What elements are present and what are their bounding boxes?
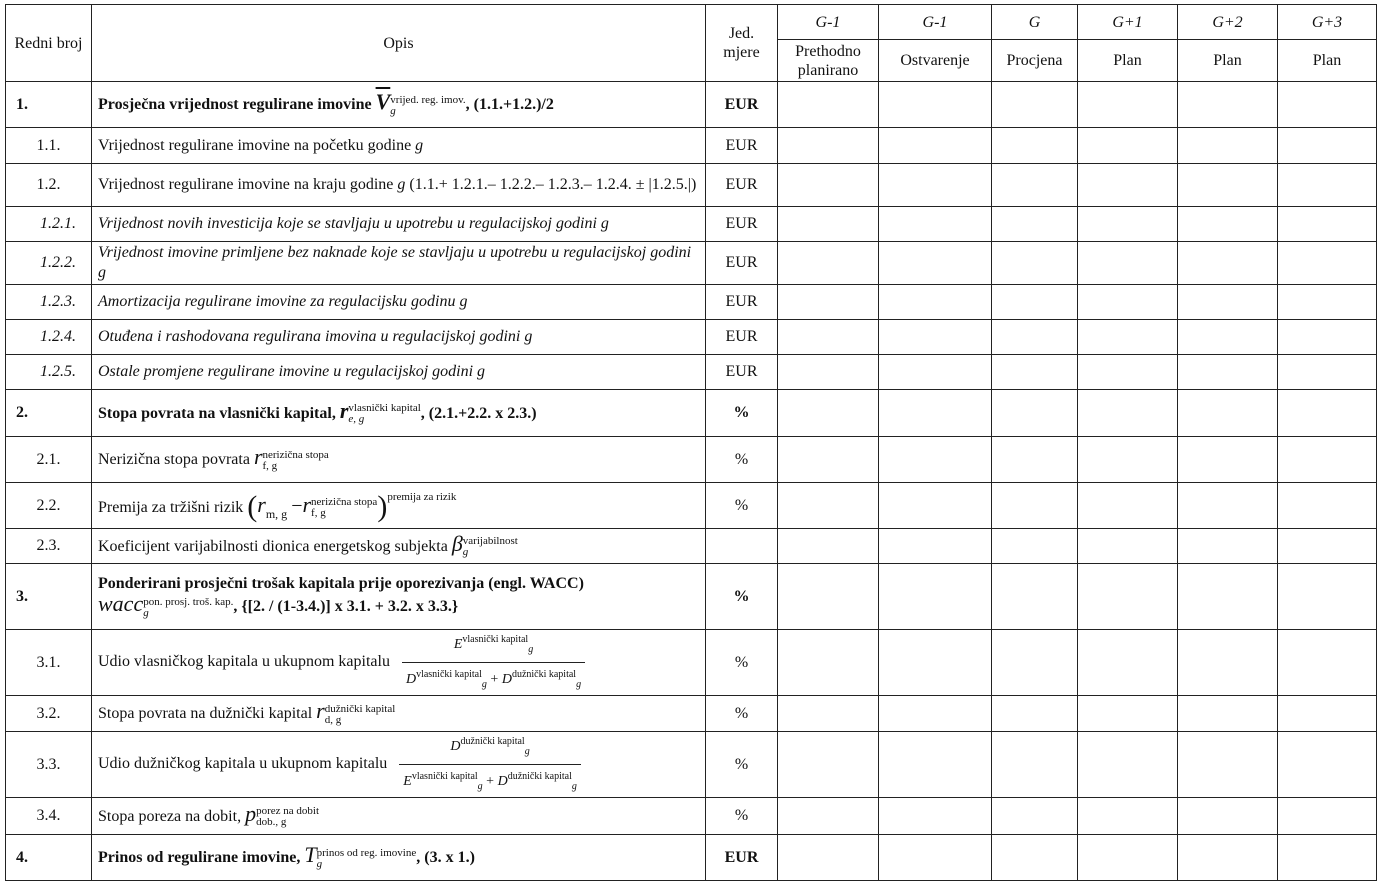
row-unit: EUR	[706, 82, 778, 128]
row-number: 1.2.1.	[6, 207, 92, 242]
value-cell[interactable]	[992, 483, 1078, 529]
table-row	[6, 696, 1377, 732]
value-cell[interactable]	[1278, 320, 1377, 355]
value-cell[interactable]	[778, 564, 879, 630]
value-cell[interactable]	[992, 390, 1078, 437]
value-cell[interactable]	[1178, 696, 1278, 732]
row-unit: %	[706, 483, 778, 529]
row-unit: EUR	[706, 207, 778, 242]
row-unit: %	[706, 630, 778, 696]
formula: r vlasnički kapital e, g	[339, 397, 421, 426]
value-cell[interactable]	[1078, 285, 1178, 320]
row-unit: %	[706, 437, 778, 483]
row-number: 1.2.2.	[6, 242, 92, 285]
value-cell[interactable]	[1178, 529, 1278, 564]
row-description: Vrijednost regulirane imovine na početku godine g	[92, 128, 706, 164]
header-period-g: G+2	[1178, 5, 1278, 40]
table-row	[6, 82, 1377, 128]
value-cell[interactable]	[1078, 798, 1178, 835]
value-cell[interactable]	[778, 835, 879, 881]
value-cell[interactable]	[1278, 696, 1377, 732]
value-cell[interactable]	[778, 390, 879, 437]
value-cell[interactable]	[879, 483, 992, 529]
value-cell[interactable]	[992, 242, 1078, 285]
row-description: Udio vlasničkog kapitala u ukupnom kapitalu $\frac{E^{vlasnički kapital}_g}{D^{vlasnički kapital}_g + D^{dužnički kapital}_g}$	[92, 630, 706, 696]
value-cell[interactable]	[1178, 207, 1278, 242]
row-number: 2.	[6, 390, 92, 437]
formula: ($r_{m, g} -r$ nerizična stopa f, g )$^{premija za rizik}$	[247, 490, 457, 523]
value-cell[interactable]	[1078, 355, 1178, 390]
value-cell[interactable]	[992, 164, 1078, 207]
formula: β varijabilnost g	[451, 530, 518, 559]
value-cell[interactable]	[1278, 355, 1377, 390]
row-number: 1.2.5.	[6, 355, 92, 390]
value-cell[interactable]	[1278, 564, 1377, 630]
table-row	[6, 164, 1377, 207]
row-number: 1.2.3.	[6, 285, 92, 320]
header-num: Redni broj	[6, 5, 92, 82]
header-period-label: Ostvarenje	[879, 40, 992, 82]
value-cell[interactable]	[1278, 483, 1377, 529]
row-unit: EUR	[706, 128, 778, 164]
value-cell[interactable]	[1178, 355, 1278, 390]
header-unit: Jed. mjere	[706, 5, 778, 82]
header-period-label: Plan	[1278, 40, 1377, 82]
row-description: Ponderirani prosječni trošak kapitala prije oporezivanja (engl. WACC) wacc pon. prosj. troš. kap. g , {[2. / (1-3.4.)] x 3.1. + 3.2. x 3.3.}	[92, 564, 706, 630]
header-period-label: Prethodno planirano	[778, 40, 879, 82]
value-cell[interactable]	[778, 320, 879, 355]
row-unit: %	[706, 564, 778, 630]
value-cell[interactable]	[1078, 732, 1178, 798]
value-cell[interactable]	[879, 529, 992, 564]
value-cell[interactable]	[1278, 128, 1377, 164]
value-cell[interactable]	[879, 630, 992, 696]
row-description: Vrijednost novih investicija koje se stavljaju u upotrebu u regulacijskoj godini g	[92, 207, 706, 242]
value-cell[interactable]	[879, 798, 992, 835]
row-unit: %	[706, 696, 778, 732]
value-cell[interactable]	[992, 732, 1078, 798]
value-cell[interactable]	[879, 390, 992, 437]
value-cell[interactable]	[1178, 798, 1278, 835]
row-number: 1.	[6, 82, 92, 128]
value-cell[interactable]	[1278, 164, 1377, 207]
header-period-label: Procjena	[992, 40, 1078, 82]
value-cell[interactable]	[1178, 390, 1278, 437]
value-cell[interactable]	[992, 355, 1078, 390]
value-cell[interactable]	[778, 242, 879, 285]
value-cell[interactable]	[778, 437, 879, 483]
row-number: 2.1.	[6, 437, 92, 483]
value-cell[interactable]	[1078, 564, 1178, 630]
row-number: 3.2.	[6, 696, 92, 732]
row-description: Nerizična stopa povrata r nerizična stopa f, g	[92, 437, 706, 483]
formula: $\overline{V}$ vrijed. reg. imov. g	[375, 89, 466, 117]
value-cell[interactable]	[879, 207, 992, 242]
row-description: Ostale promjene regulirane imovine u regulacijskoj godini g	[92, 355, 706, 390]
value-cell[interactable]	[1278, 390, 1377, 437]
value-cell[interactable]	[778, 207, 879, 242]
value-cell[interactable]	[1178, 285, 1278, 320]
fraction-formula: $\frac{D^{dužnički kapital}_g}{E^{vlasnički kapital}_g + D^{dužnički kapital}_g}$	[399, 732, 581, 797]
value-cell[interactable]	[879, 835, 992, 881]
formula: T prinos od reg. imovine g	[304, 842, 417, 870]
value-cell[interactable]	[778, 355, 879, 390]
header-period-g: G	[992, 5, 1078, 40]
value-cell[interactable]	[1178, 164, 1278, 207]
value-cell[interactable]	[1078, 82, 1178, 128]
value-cell[interactable]	[778, 483, 879, 529]
value-cell[interactable]	[1078, 128, 1178, 164]
value-cell[interactable]	[1278, 529, 1377, 564]
value-cell[interactable]	[879, 355, 992, 390]
value-cell[interactable]	[879, 564, 992, 630]
table-row	[6, 207, 1377, 242]
regulated-assets-table	[5, 4, 1377, 881]
table-row	[6, 630, 1377, 696]
value-cell[interactable]	[1178, 835, 1278, 881]
value-cell[interactable]	[1178, 242, 1278, 285]
formula: r dužnički kapital d, g	[316, 698, 396, 726]
value-cell[interactable]	[1278, 437, 1377, 483]
value-cell[interactable]	[1178, 128, 1278, 164]
header-desc: Opis	[92, 5, 706, 82]
row-number: 3.	[6, 564, 92, 630]
table-row	[6, 798, 1377, 835]
row-description: Koeficijent varijabilnosti dionica energetskog subjekta β varijabilnost g	[92, 529, 706, 564]
value-cell[interactable]	[1278, 630, 1377, 696]
header-period-label: Plan	[1078, 40, 1178, 82]
value-cell[interactable]	[992, 696, 1078, 732]
value-cell[interactable]	[778, 128, 879, 164]
row-description: Premija za tržišni rizik ($r_{m, g} -r$ nerizična stopa f, g )$^{premija za rizik}$	[92, 483, 706, 529]
value-cell[interactable]	[1278, 285, 1377, 320]
row-description: Udio dužničkog kapitala u ukupnom kapitalu $\frac{D^{dužnički kapital}_g}{E^{vlasnički kapital}_g + D^{dužnički kapital}_g}$	[92, 732, 706, 798]
row-description: Vrijednost imovine primljene bez naknade koje se stavljaju u upotrebu u regulacijskoj godini g	[92, 242, 706, 285]
value-cell[interactable]	[778, 529, 879, 564]
row-number: 1.2.4.	[6, 320, 92, 355]
header-period-label: Plan	[1178, 40, 1278, 82]
value-cell[interactable]	[879, 82, 992, 128]
value-cell[interactable]	[778, 798, 879, 835]
value-cell[interactable]	[1178, 564, 1278, 630]
row-unit: EUR	[706, 355, 778, 390]
value-cell[interactable]	[1078, 835, 1178, 881]
value-cell[interactable]	[992, 798, 1078, 835]
value-cell[interactable]	[1278, 835, 1377, 881]
table-row	[6, 483, 1377, 529]
table-row	[6, 564, 1377, 630]
value-cell[interactable]	[1078, 529, 1178, 564]
table-row	[6, 390, 1377, 437]
value-cell[interactable]	[1078, 696, 1178, 732]
value-cell[interactable]	[1278, 82, 1377, 128]
row-description: Stopa povrata na dužnički kapital r dužnički kapital d, g	[92, 696, 706, 732]
row-description: Prinos od regulirane imovine, T prinos od reg. imovine g , (3. x 1.)	[92, 835, 706, 881]
row-number: 2.2.	[6, 483, 92, 529]
value-cell[interactable]	[992, 437, 1078, 483]
value-cell[interactable]	[879, 128, 992, 164]
value-cell[interactable]	[1078, 164, 1178, 207]
header-period-g: G+1	[1078, 5, 1178, 40]
value-cell[interactable]	[778, 732, 879, 798]
row-number: 3.1.	[6, 630, 92, 696]
value-cell[interactable]	[992, 207, 1078, 242]
value-cell[interactable]	[992, 82, 1078, 128]
row-description: Stopa povrata na vlasnički kapital, r vlasnički kapital e, g , (2.1.+2.2. x 2.3.)	[92, 390, 706, 437]
value-cell[interactable]	[1278, 798, 1377, 835]
row-description: Otuđena i rashodovana regulirana imovina u regulacijskoj godini g	[92, 320, 706, 355]
formula: wacc pon. prosj. troš. kap. g	[98, 591, 234, 619]
row-number: 1.2.	[6, 164, 92, 207]
row-description: Amortizacija regulirane imovine za regulacijsku godinu g	[92, 285, 706, 320]
value-cell[interactable]	[992, 564, 1078, 630]
header-period-g: G-1	[778, 5, 879, 40]
value-cell[interactable]	[1278, 207, 1377, 242]
value-cell[interactable]	[879, 732, 992, 798]
table-row	[6, 242, 1377, 285]
value-cell[interactable]	[1178, 320, 1278, 355]
value-cell[interactable]	[1178, 630, 1278, 696]
row-description: Stopa poreza na dobit, p porez na dobit dob., g	[92, 798, 706, 835]
value-cell[interactable]	[879, 320, 992, 355]
table-row	[6, 835, 1377, 881]
value-cell[interactable]	[1178, 82, 1278, 128]
value-cell[interactable]	[1278, 242, 1377, 285]
value-cell[interactable]	[879, 285, 992, 320]
value-cell[interactable]	[1178, 437, 1278, 483]
table-row	[6, 128, 1377, 164]
value-cell[interactable]	[1178, 483, 1278, 529]
value-cell[interactable]	[992, 285, 1078, 320]
value-cell[interactable]	[992, 529, 1078, 564]
value-cell[interactable]	[1278, 732, 1377, 798]
table-row	[6, 437, 1377, 483]
value-cell[interactable]	[992, 128, 1078, 164]
row-unit	[706, 529, 778, 564]
row-number: 3.3.	[6, 732, 92, 798]
value-cell[interactable]	[879, 164, 992, 207]
header-period-g: G+3	[1278, 5, 1377, 40]
table-row	[6, 355, 1377, 390]
row-unit: %	[706, 732, 778, 798]
value-cell[interactable]	[778, 285, 879, 320]
row-number: 4.	[6, 835, 92, 881]
row-description: Vrijednost regulirane imovine na kraju godine g (1.1.+ 1.2.1.– 1.2.2.– 1.2.3.– 1.2.4. ± |1.2.5.|)	[92, 164, 706, 207]
table-row	[6, 285, 1377, 320]
value-cell[interactable]	[1078, 630, 1178, 696]
table-row	[6, 320, 1377, 355]
formula: r nerizična stopa f, g	[253, 444, 329, 472]
value-cell[interactable]	[1078, 242, 1178, 285]
value-cell[interactable]	[778, 630, 879, 696]
row-number: 1.1.	[6, 128, 92, 164]
value-cell[interactable]	[1178, 732, 1278, 798]
value-cell[interactable]	[992, 835, 1078, 881]
row-unit: %	[706, 798, 778, 835]
value-cell[interactable]	[1078, 207, 1178, 242]
row-number: 2.3.	[6, 529, 92, 564]
row-unit: EUR	[706, 320, 778, 355]
row-unit: EUR	[706, 164, 778, 207]
value-cell[interactable]	[879, 242, 992, 285]
value-cell[interactable]	[992, 630, 1078, 696]
value-cell[interactable]	[1078, 437, 1178, 483]
value-cell[interactable]	[778, 82, 879, 128]
value-cell[interactable]	[1078, 390, 1178, 437]
table-row	[6, 732, 1377, 798]
table-row	[6, 529, 1377, 564]
value-cell[interactable]	[1078, 483, 1178, 529]
value-cell[interactable]	[879, 437, 992, 483]
formula: p porez na dobit dob., g	[245, 800, 320, 829]
row-number: 3.4.	[6, 798, 92, 835]
value-cell[interactable]	[992, 320, 1078, 355]
value-cell[interactable]	[778, 696, 879, 732]
row-unit: %	[706, 390, 778, 437]
row-unit: EUR	[706, 835, 778, 881]
value-cell[interactable]	[879, 696, 992, 732]
header-period-g: G-1	[879, 5, 992, 40]
value-cell[interactable]	[1078, 320, 1178, 355]
row-unit: EUR	[706, 242, 778, 285]
value-cell[interactable]	[778, 164, 879, 207]
row-description: Prosječna vrijednost regulirane imovine $\overline{V}$ vrijed. reg. imov. g , (1.1.+1.2.)/2	[92, 82, 706, 128]
row-unit: EUR	[706, 285, 778, 320]
fraction-formula: $\frac{E^{vlasnički kapital}_g}{D^{vlasnički kapital}_g + D^{dužnički kapital}_g}$	[402, 630, 585, 695]
